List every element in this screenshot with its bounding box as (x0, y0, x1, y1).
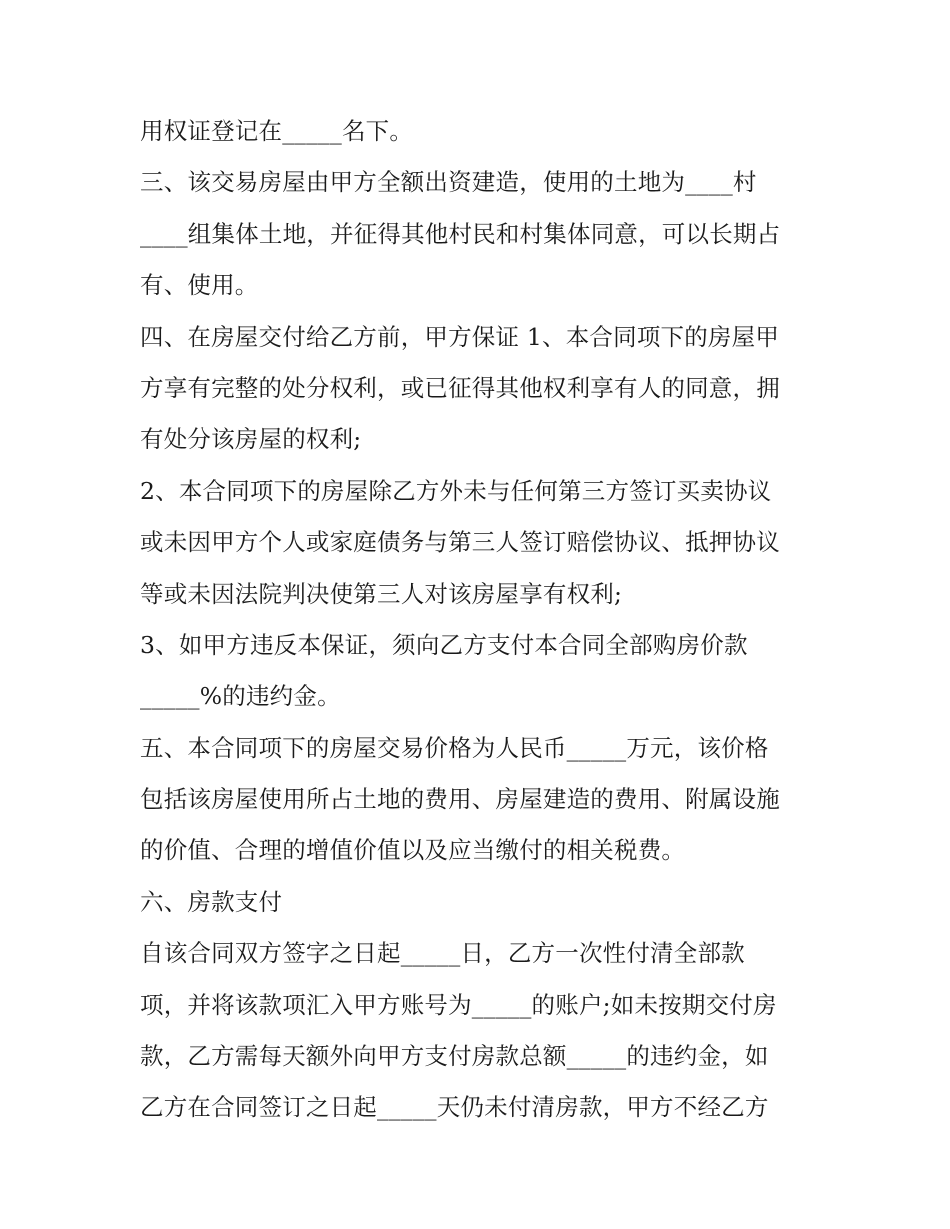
text-line: 五、本合同项下的房屋交易价格为人民币_____万元，该价格 (140, 733, 769, 762)
text-line: 自该合同双方签字之日起_____日，乙方一次性付清全部款 (140, 939, 745, 968)
text-line: 2、本合同项下的房屋除乙方外未与任何第三方签订买卖协议 (140, 476, 772, 505)
text-line: 款，乙方需每天额外向甲方支付房款总额_____的违约金，如 (140, 1042, 769, 1071)
text-line: 包括该房屋使用所占土地的费用、房屋建造的费用、附属设施 (140, 785, 780, 814)
text-line: 三、该交易房屋由甲方全额出资建造，使用的土地为____村 (140, 168, 757, 197)
text-line: 方享有完整的处分权利，或已征得其他权利享有人的同意，拥 (140, 373, 780, 402)
text-line: 有处分该房屋的权利; (140, 425, 362, 454)
section-heading: 六、房款支付 (140, 887, 283, 916)
document-body (140, 106, 820, 1134)
text-line: ____组集体土地，并征得其他村民和村集体同意，可以长期占 (140, 219, 781, 248)
text-line: _____%的违约金。 (140, 682, 341, 711)
text-line: 有、使用。 (140, 271, 259, 300)
text-line: 乙方在合同签订之日起_____天仍未付清房款，甲方不经乙方 (140, 1093, 769, 1122)
text-line: 的价值、合理的增值价值以及应当缴付的相关税费。 (140, 836, 686, 865)
text-line: 等或未因法院判决使第三人对该房屋享有权利; (140, 579, 623, 608)
text-line: 或未因甲方个人或家庭债务与第三人签订赔偿协议、抵押协议 (140, 528, 780, 557)
text-line: 项，并将该款项汇入甲方账号为_____的账户;如未按期交付房 (140, 990, 777, 1019)
text-line: 3、如甲方违反本保证，须向乙方支付本合同全部购房价款 (140, 630, 748, 659)
text-line: 用权证登记在_____名下。 (140, 117, 414, 145)
text-line: 四、在房屋交付给乙方前，甲方保证 1、本合同项下的房屋甲 (140, 322, 780, 351)
